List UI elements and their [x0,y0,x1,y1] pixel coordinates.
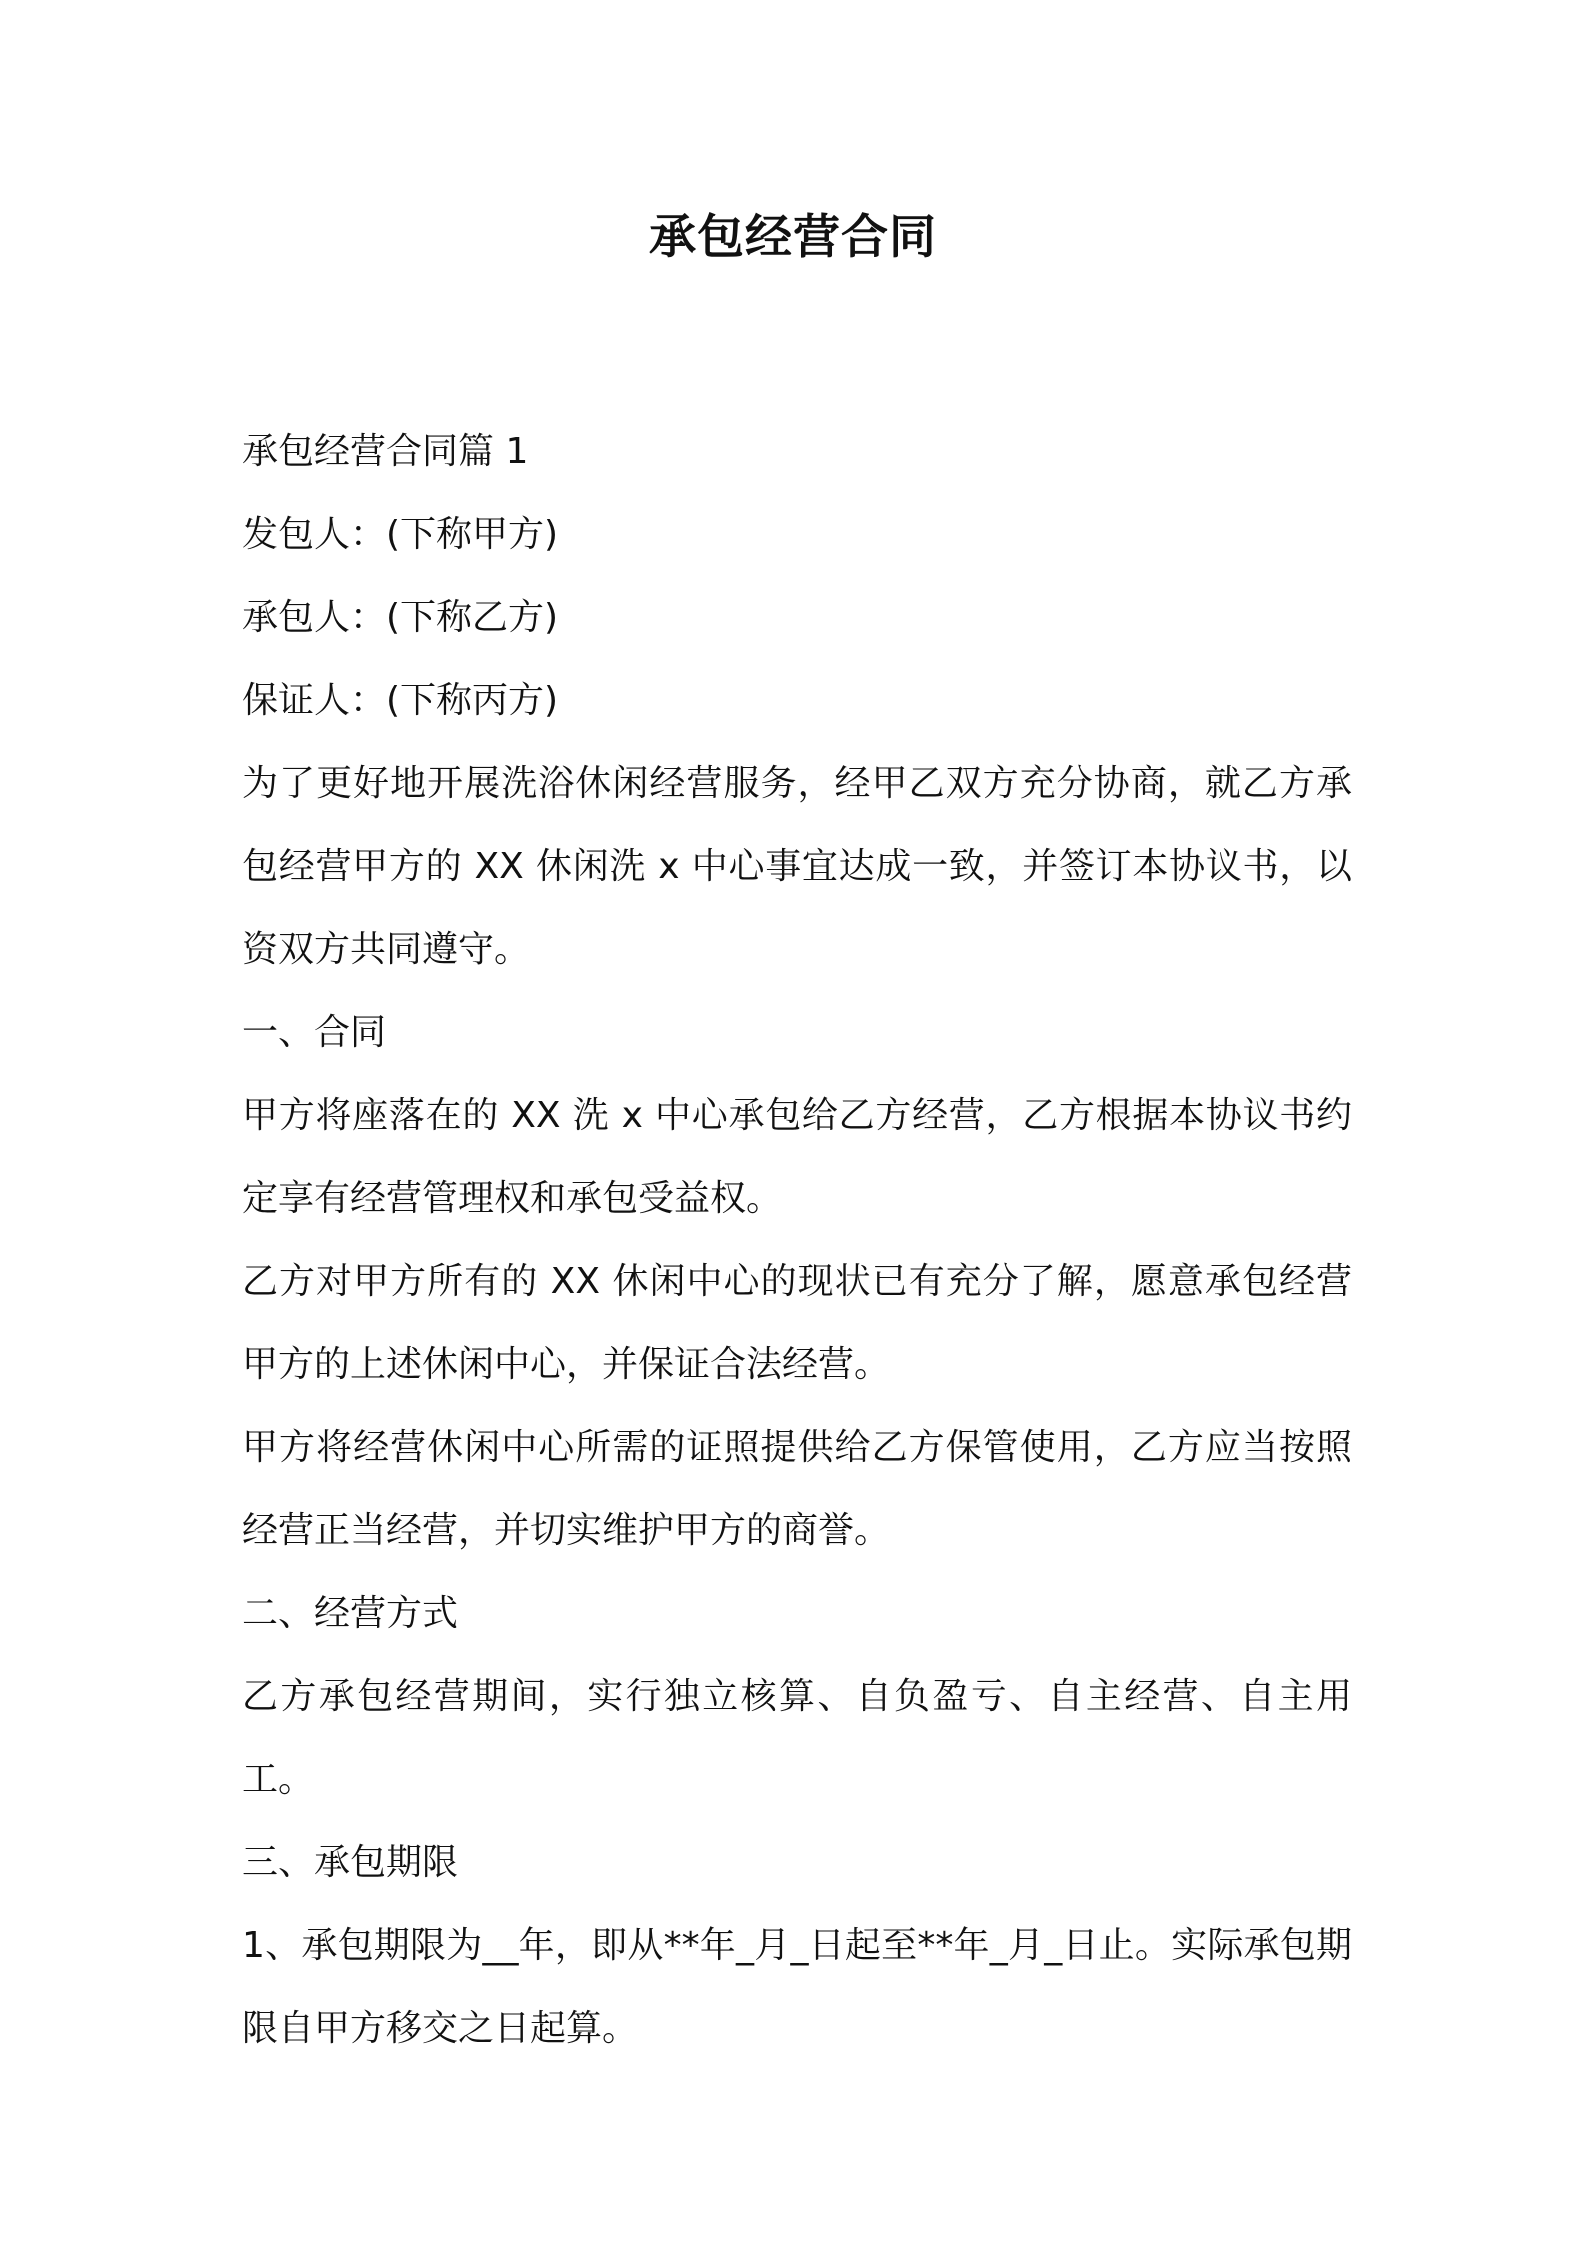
document-title: 承包经营合同 [649,210,937,265]
preamble-paragraph: 为了更好地开展洗浴休闲经营服务，经甲乙双方充分协商，就乙方承包经营甲方的 XX 休闲洗 x 中心事宜达成一致，并签订本协议书，以资双方共同遵守。 [242,763,1352,970]
party-guarantor: 保证人：(下称丙方) [242,680,559,721]
clause-heading-term: 三、承包期限 [242,1842,459,1883]
contract-paragraph-1: 甲方将座落在的 XX 洗 x 中心承包给乙方经营，乙方根据本协议书约定享有经营管理权和承包受益权。 [242,1095,1352,1219]
operation-mode-paragraph: 乙方承包经营期间，实行独立核算、自负盈亏、自主经营、自主用工。 [242,1676,1352,1800]
contract-paragraph-2: 乙方对甲方所有的 XX 休闲中心的现状已有充分了解，愿意承包经营甲方的上述休闲中心，并保证合法经营。 [242,1261,1352,1385]
contract-paragraph-3: 甲方将经营休闲中心所需的证照提供给乙方保管使用，乙方应当按照经营正当经营，并切实维护甲方的商誉。 [242,1427,1352,1551]
section-label: 承包经营合同篇 1 [242,431,529,472]
document-body [242,410,1352,2070]
term-paragraph-1: 1、承包期限为__年，即从**年_月_日起至**年_月_日止。实际承包期限自甲方移交之日起算。 [242,1925,1352,2049]
clause-heading-contract: 一、合同 [242,1012,387,1053]
clause-heading-operation-mode: 二、经营方式 [242,1593,459,1634]
party-employer: 发包人：(下称甲方) [242,514,559,555]
party-contractor: 承包人：(下称乙方) [242,597,559,638]
